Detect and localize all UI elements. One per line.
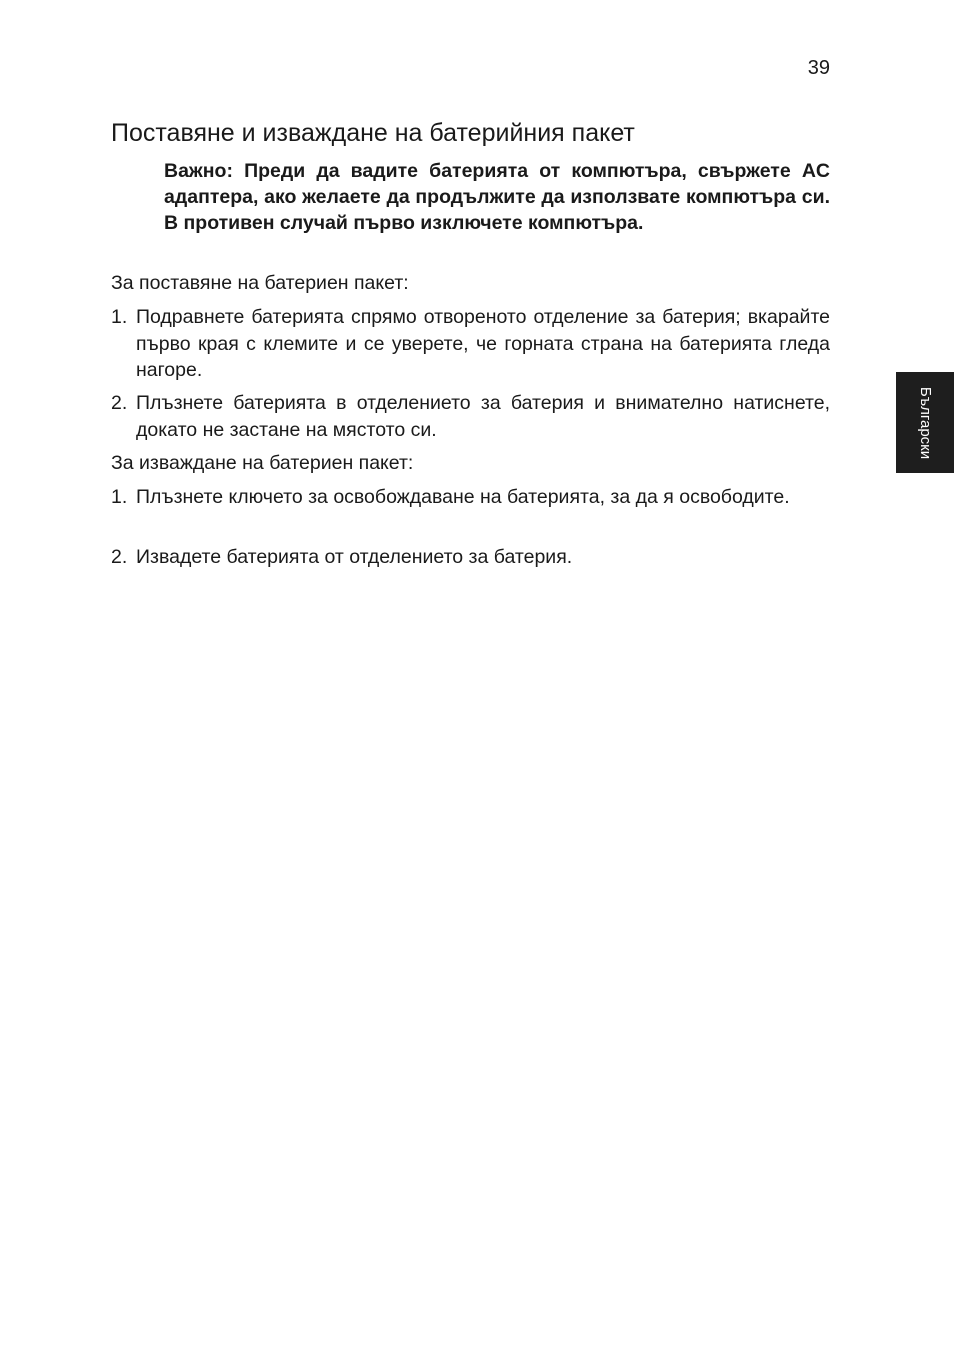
install-step <box>111 304 830 384</box>
remove-step-text: Извадете батерията от отделението за батерия. <box>136 546 573 568</box>
section-title: Поставяне и изваждане на батерийния пакет <box>111 119 635 147</box>
install-step-text: Подравнете батерията спрямо отвореното отделение за батерия; вкарайте първо края с клемите и се уверете, че горната страна на батерията гледа нагоре. <box>136 306 830 381</box>
install-step-number: 2. <box>111 392 128 414</box>
language-side-tab <box>896 372 954 473</box>
remove-step <box>111 544 830 571</box>
remove-step-number: 2. <box>111 546 128 568</box>
language-tab-label: Български <box>917 386 934 459</box>
remove-step <box>111 484 830 511</box>
install-step <box>111 390 830 443</box>
page-number: 39 <box>807 57 830 79</box>
remove-step-number: 1. <box>111 486 128 508</box>
remove-heading: За изваждане на батериен пакет: <box>111 452 414 474</box>
install-heading: За поставяне на батериен пакет: <box>111 272 409 294</box>
remove-step-text: Плъзнете ключето за освобождаване на батерията, за да я освободите. <box>136 486 790 508</box>
important-note: Важно: Преди да вадите батерията от компютъра, свържете AC адаптера, ако желаете да продължите да използвате компютъра си. В противен случай първо изключете компютъра. <box>164 160 830 234</box>
install-step-number: 1. <box>111 306 128 328</box>
install-step-text: Плъзнете батерията в отделението за батерия и внимателно натиснете, докато не застане на мястото си. <box>136 392 830 441</box>
